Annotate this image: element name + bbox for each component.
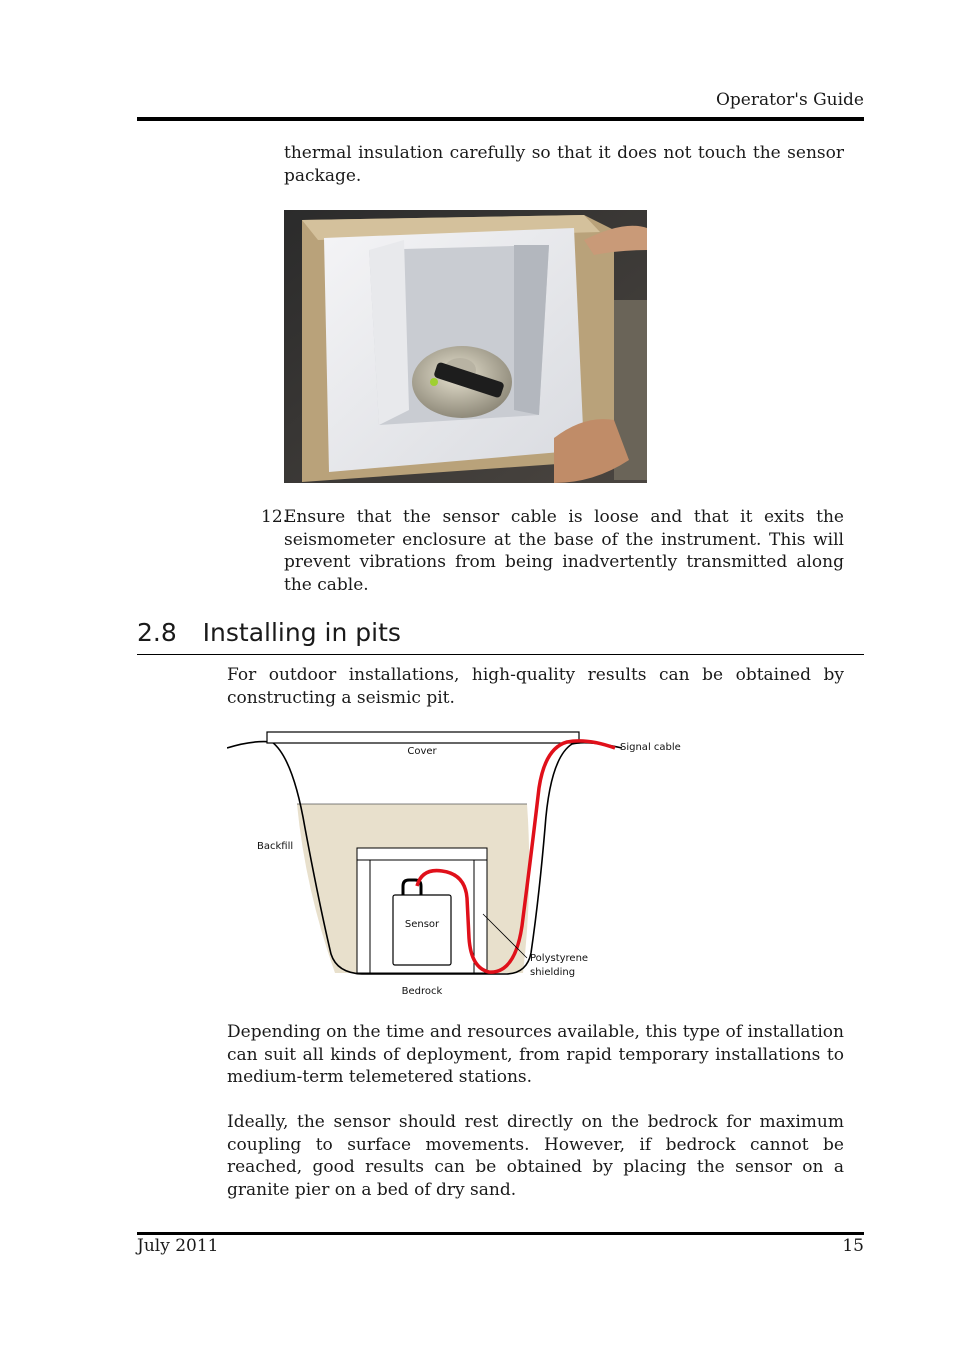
section-number: 2.8: [137, 618, 177, 647]
footer-date: July 2011: [137, 1236, 219, 1256]
section-title: Installing in pits: [202, 618, 401, 647]
polystyrene-label: Polystyrene: [530, 953, 589, 964]
body-paragraph: Ideally, the sensor should rest directly on the bedrock for maximum coupling to surface movements. However, if bedrock cannot be reached, good results can be obtained by placing the sensor on a granite pier on a bed of dry sand.: [227, 1112, 844, 1200]
cover-label: Cover: [407, 746, 437, 757]
sensor-label: Sensor: [404, 919, 440, 930]
signal-cable-label: Signal cable: [620, 742, 681, 753]
section-heading: [137, 618, 401, 647]
footer-rule: [137, 1232, 864, 1235]
body-paragraph: Depending on the time and resources available, this type of installation can suit all kinds of deployment, from rapid temporary installations to medium-term telemetered stations.: [227, 1022, 844, 1087]
pit-cover: [267, 732, 579, 743]
backfill-label: Backfill: [257, 841, 294, 852]
section-intro-paragraph: For outdoor installations, high-quality results can be obtained by constructing a seismic pit.: [227, 665, 844, 708]
section-rule: [137, 654, 864, 655]
step-12: [261, 506, 844, 596]
page-number: 15: [842, 1236, 864, 1256]
sensor-box: [393, 895, 451, 965]
bedrock-label: Bedrock: [401, 986, 443, 997]
enclosure-photo: [284, 210, 647, 483]
intro-paragraph: thermal insulation carefully so that it does not touch the sensor package.: [284, 143, 844, 186]
seismic-pit-diagram: [227, 728, 683, 1004]
step-text: Ensure that the sensor cable is loose and that it exits the seismometer enclosure at the base of the instrument. This will prevent vibrations from being inadvertently transmitted along the cable.: [284, 507, 844, 595]
step-number: 12.: [261, 507, 289, 527]
header-rule: [137, 117, 864, 121]
shielding-label: shielding: [530, 967, 576, 978]
running-header: Operator's Guide: [715, 90, 864, 110]
